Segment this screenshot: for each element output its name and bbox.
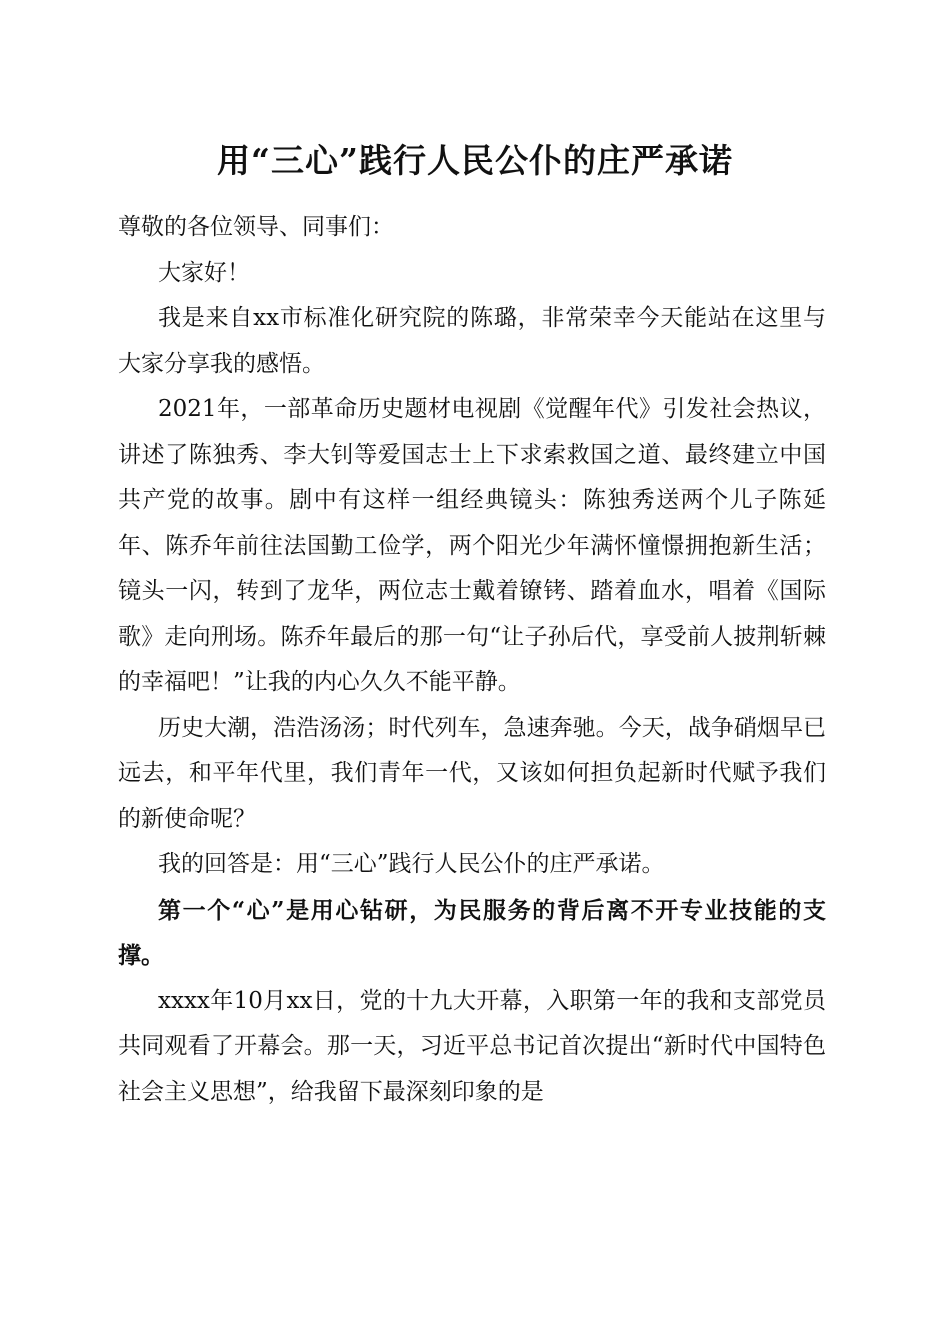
salutation: 尊敬的各位领导、同事们：: [118, 214, 394, 240]
document-title: 用“三心”践行人民公仆的庄严承诺: [217, 141, 733, 180]
greeting: 大家好！: [158, 259, 250, 286]
document-body: [118, 205, 826, 1115]
paragraph-new-mission: 历史大潮，浩浩汤汤；时代列车，急速奔驰。今天，战争硝烟早已远去，和平年代里，我们青年一代，又该如何担负起新时代赋予我们的新使命呢？: [118, 714, 826, 832]
paragraph-answer: 我的回答是：用“三心”践行人民公仆的庄严承诺。: [158, 851, 665, 877]
heading-first-heart: 第一个“心”是用心钻研，为民服务的背后离不开专业技能的支撑。: [118, 896, 826, 969]
paragraph-congress: xxxx年10月xx日，党的十九大开幕，入职第一年的我和支部党员共同观看了开幕会。那一天，习近平总书记首次提出“新时代中国特色社会主义思想”，给我留下最深刻印象的是: [118, 987, 826, 1105]
paragraph-introduction: 我是来自xx市标准化研究院的陈璐，非常荣幸今天能站在这里与大家分享我的感悟。: [118, 305, 826, 377]
paragraph-awakening-age: 2021年，一部革命历史题材电视剧《觉醒年代》引发社会热议，讲述了陈独秀、李大钊等爱国志士上下求索救国之道、最终建立中国共产党的故事。剧中有这样一组经典镜头：陈独秀送两个儿子陈延年、陈乔年前往法国勤工俭学，两个阳光少年满怀憧憬拥抱新生活；镜头一闪，转到了龙华，两位志士戴着镣铐、踏着血水，唱着《国际歌》走向刑场。陈乔年最后的那一句“让子孙后代，享受前人披荆斩棘的幸福吧！”让我的内心久久不能平静。: [118, 396, 826, 695]
